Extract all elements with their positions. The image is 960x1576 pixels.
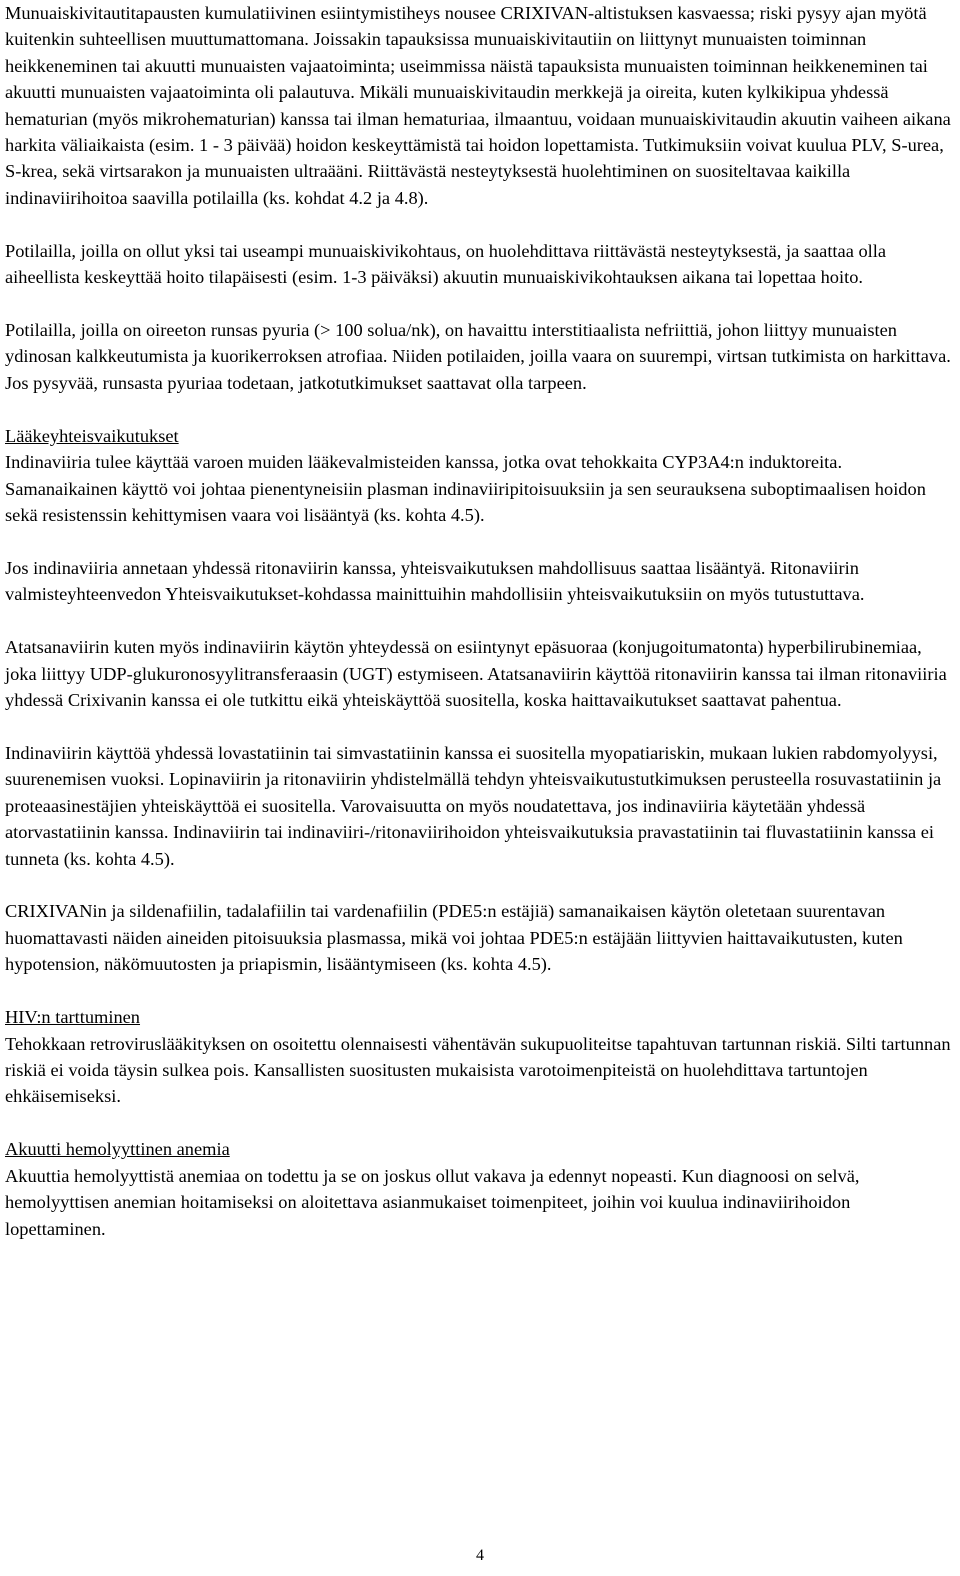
page-number: 4 bbox=[476, 1547, 484, 1564]
section-heading-interactions: Lääkeyhteisvaikutukset bbox=[5, 425, 179, 446]
paragraph: Indinaviiria tulee käyttää varoen muiden lääkevalmisteiden kanssa, jotka ovat tehokkaita CYP3A4:n induktoreita. Samanaikainen käyttö voi johtaa pienentyneisiin plasman indinaviiripitoisuuksiin ja sen seurauksena suboptimaalisen hoidon sekä resistenssin kehittymisen vaara voi lisääntyä (ks. kohta 4.5). bbox=[5, 452, 926, 525]
paragraph: Tehokkaan retroviruslääkityksen on osoitettu olennaisesti vähentävän sukupuoliteitse tapahtuvan tartunnan riskiä. Silti tartunnan riskiä ei voida täysin sulkea pois. Kansallisten suositusten mukaisista varotoimenpiteistä on huolehdittava tartuntojen ehkäisemiseksi. bbox=[5, 1033, 951, 1107]
paragraph: Akuuttia hemolyyttistä anemiaa on todettu ja se on joskus ollut vakava ja edennyt nopeasti. Kun diagnoosi on selvä, hemolyyttisen anemian hoitamiseksi on aloitettava asianmukaiset toimenpiteet, joihin voi kuulua indinaviirihoidon lopettaminen. bbox=[5, 1165, 860, 1239]
section-heading-hiv-transmission: HIV:n tarttuminen bbox=[5, 1007, 141, 1028]
paragraph: Potilailla, joilla on oireeton runsas pyuria (> 100 solua/nk), on havaittu interstitiaalista nefriittiä, johon liittyy munuaisten ydinosan kalkkeutumista ja kuorikerroksen atrofiaa. Niiden potilaiden, joilla vaara on suurempi, virtsan tutkimista on harkittava. Jos pysyvää, runsasta pyuriaa todetaan, jatkotutkimukset saattavat olla tarpeen. bbox=[5, 320, 951, 393]
paragraph: Jos indinaviiria annetaan yhdessä ritonaviirin kanssa, yhteisvaikutuksen mahdollisuus saattaa lisääntyä. Ritonaviirin valmisteyhteenvedon Yhteisvaikutukset-kohdassa mainittuihin mahdollisiin yhteisvaikutuksiin on myös tutustuttava. bbox=[5, 557, 865, 605]
paragraph: Potilailla, joilla on ollut yksi tai useampi munuaiskivikohtaus, on huolehdittava riittävästä nesteytyksestä, ja saattaa olla aiheellista keskeyttää hoito tilapäisesti (esim. 1-3 päiväksi) akuutin munuaiskivikohtauksen aikana tai lopettaa hoito. bbox=[5, 240, 887, 288]
paragraph: Munuaiskivitautitapausten kumulatiivinen esiintymistiheys nousee CRIXIVAN-altistuksen kasvaessa; riski pysyy ajan myötä kuitenkin suhteellisen muuttumattomana. Joissakin tapauksissa munuaiskivitautiin on liittynyt munuaisten toiminnan heikkeneminen tai akuutti munuaisten vajaatoiminta; useimmissa näistä tapauksista munuaisten toiminnan heikkeneminen tai akuutti munuaisten vajaatoiminta oli palautuva. Mikäli munuaiskivitaudin merkkejä ja oireita, kuten kylkikipua yhdessä hematurian (myös mikrohematurian) kanssa tai ilman hematuriaa, ilmaantuu, voidaan munuaiskivitaudin akuutin vaiheen aikana harkita väliaikaista (esim. 1 - 3 päivää) hoidon keskeyttämistä tai hoidon lopettamista. Tutkimuksiin voivat kuulua PLV, S-urea, S-krea, sekä virtsarakon ja munuaisten ultraääni. Riittävästä nesteytyksestä huolehtiminen on suositeltavaa kaikilla indinaviirihoitoa saavilla potilailla (ks. kohdat 4.2 ja 4.8). bbox=[5, 3, 951, 208]
section-heading-hemolytic-anemia: Akuutti hemolyyttinen anemia bbox=[5, 1139, 230, 1160]
document-page bbox=[5, 0, 955, 1242]
paragraph: Atatsanaviirin kuten myös indinaviirin käytön yhteydessä on esiintynyt epäsuoraa (konjugoitumatonta) hyperbilirubinemiaa, joka liittyy UDP-glukuronosyylitransferaasin (UGT) estymiseen. Atatsanaviirin käyttöä ritonaviirin kanssa tai ilman ritonaviiria yhdessä Crixivanin kanssa ei ole tutkittu eikä yhteiskäyttöä suositella, koska haittavaikutukset saattavat pahentua. bbox=[5, 637, 947, 711]
paragraph: CRIXIVANin ja sildenafiilin, tadalafiilin tai vardenafiilin (PDE5:n estäjiä) samanaikaisen käytön oletetaan suurentavan huomattavasti näiden aineiden pitoisuuksia plasmassa, mikä voi johtaa PDE5:n estäjään liittyvien haittavaikutusten, kuten hypotension, näkömuutosten ja priapismin, lisääntymiseen (ks. kohta 4.5). bbox=[5, 901, 903, 975]
paragraph: Indinaviirin käyttöä yhdessä lovastatiinin tai simvastatiinin kanssa ei suositella myopatiariskin, mukaan lukien rabdomyolyysi, suurenemisen vuoksi. Lopinaviirin ja ritonaviirin yhdistelmällä tehdyn yhteisvaikutustutkimuksen perusteella rosuvastatiinin ja proteaasinestäjien yhteiskäyttöä ei suositella. Varovaisuutta on myös noudatettava, jos indinaviiria käytetään yhdessä atorvastatiinin kanssa. Indinaviirin tai indinaviiri-/ritonaviirihoidon yhteisvaikutuksia pravastatiinin tai fluvastatiinin kanssa ei tunneta (ks. kohta 4.5). bbox=[5, 742, 942, 869]
